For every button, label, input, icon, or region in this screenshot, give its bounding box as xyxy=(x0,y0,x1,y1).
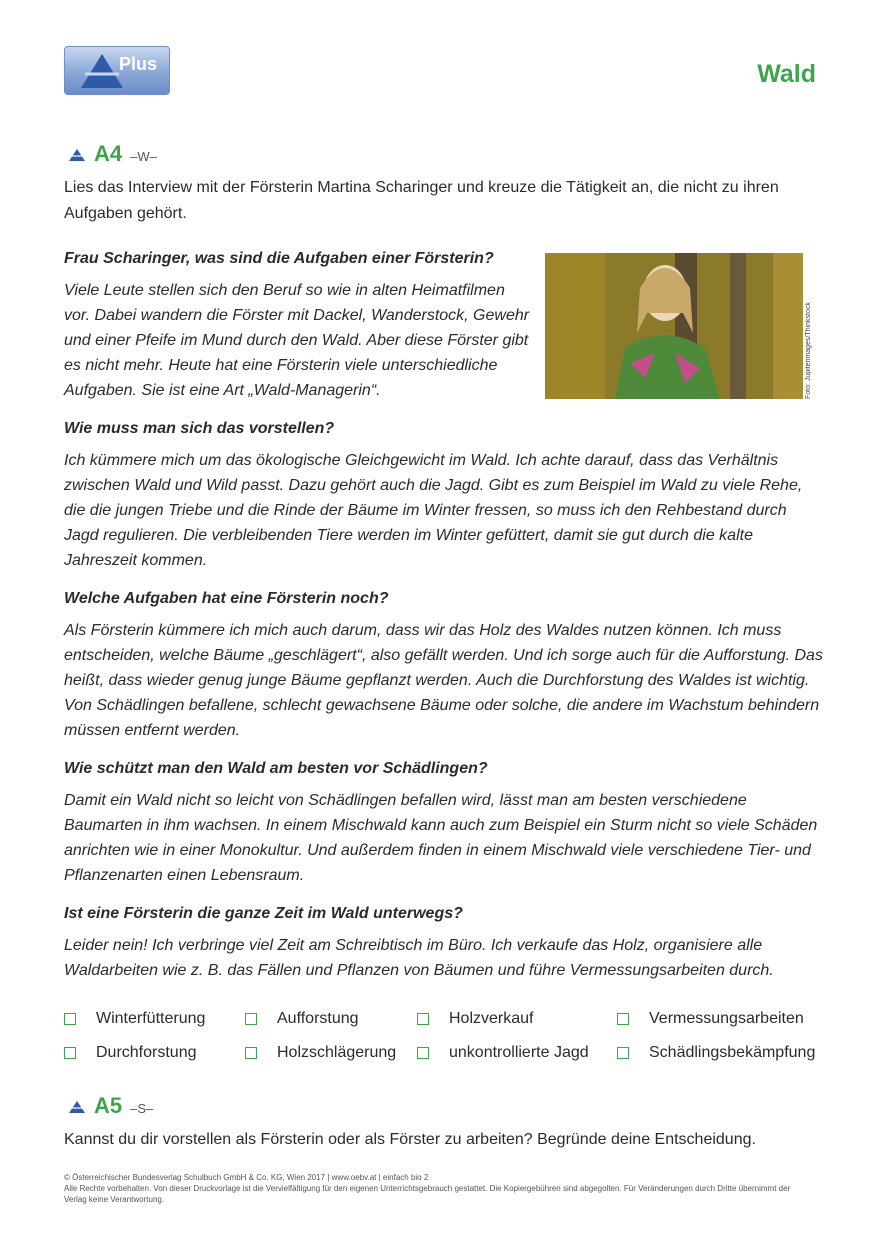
option-label: Holzverkauf xyxy=(449,1010,534,1027)
task-level: –W– xyxy=(130,149,157,164)
checkbox-icon[interactable] xyxy=(245,1013,257,1025)
task-level: –S– xyxy=(130,1101,154,1116)
photo-credit: Foto: Jupiterimages/Thinkstock xyxy=(805,302,812,399)
footer-rights: Alle Rechte vorbehalten. Von dieser Druckvorlage ist die Vervielfältigung für den eigenen Unterrichtsgebrauch gestattet. Die Kopiergebühren sind abgegolten. Für Veränderungen durch Dritte übernimmt der Verlag keine Verantwortung. xyxy=(64,1184,791,1204)
task-number: A4 xyxy=(94,141,123,166)
task-a5-heading xyxy=(68,1093,153,1121)
option-label: Aufforstung xyxy=(277,1010,359,1027)
triangle-marker-icon xyxy=(68,148,86,162)
logo-label: Plus xyxy=(119,54,158,74)
interview-question: Wie schützt man den Wald am besten vor Schädlingen? xyxy=(64,760,488,777)
answer-options xyxy=(64,1002,834,1070)
checkbox-icon[interactable] xyxy=(617,1013,629,1025)
checkbox-icon[interactable] xyxy=(245,1047,257,1059)
option-label: Durchforstung xyxy=(96,1044,197,1061)
interview-answer: Damit ein Wald nicht so leicht von Schädlingen befallen wird, lässt man am besten verschiedene Baumarten in ihm wachsen. In einem Mischwald kann auch zum Beispiel ein Sturm nicht so viele Schäden anrichten wie in einer Monokultur. Und außerdem finden in einem Mischwald viele verschiedene Tier- und Pflanzenarten einen Lebensraum. xyxy=(64,792,818,884)
checkbox-icon[interactable] xyxy=(64,1013,76,1025)
footer xyxy=(64,1172,804,1205)
checkbox-icon[interactable] xyxy=(64,1047,76,1059)
option-schaedlingsbekaempfung[interactable] xyxy=(617,1044,817,1062)
option-aufforstung[interactable] xyxy=(245,1010,417,1028)
option-winterfuetterung[interactable] xyxy=(64,1010,245,1028)
task-a4-heading xyxy=(68,141,157,169)
triangle-marker-icon xyxy=(68,1100,86,1114)
interview-question: Welche Aufgaben hat eine Försterin noch? xyxy=(64,590,389,607)
checkbox-icon[interactable] xyxy=(417,1047,429,1059)
interview-question: Frau Scharinger, was sind die Aufgaben einer Försterin? xyxy=(64,250,494,267)
interview-question: Wie muss man sich das vorstellen? xyxy=(64,420,335,437)
option-label: Holzschlägerung xyxy=(277,1044,397,1061)
option-vermessungsarbeiten[interactable] xyxy=(617,1010,817,1028)
interview-question: Ist eine Försterin die ganze Zeit im Wald unterwegs? xyxy=(64,905,463,922)
interview-answer: Viele Leute stellen sich den Beruf so wie in alten Heimatfilmen vor. Dabei wandern die Förster mit Dackel, Wanderstock, Gewehr und einer Pfeife im Mund durch den Wald. Aber diese Förster gibt es nicht mehr. Heute hat eine Försterin viele unterschiedliche Aufgaben. Sie ist eine Art „Wald-Managerin“. xyxy=(64,282,530,399)
option-label: Schädlingsbekämpfung xyxy=(649,1044,816,1061)
options-row xyxy=(64,1002,834,1036)
task-a4-instruction: Lies das Interview mit der Försterin Martina Scharinger und kreuze die Tätigkeit an, die nicht zu ihren Aufgaben gehört. xyxy=(64,179,779,222)
interview-answer: Ich kümmere mich um das ökologische Gleichgewicht im Wald. Ich achte darauf, dass das Verhältnis zwischen Wald und Wild passt. Dazu gehört auch die Jagd. Gibt es zum Beispiel im Wald zu viele Rehe, die die jungen Triebe und die Rinde der Bäume im Winter fressen, so muss ich den Rehbestand durch Jagd regulieren. Die verbleibenden Tiere werden im Winter gefüttert, damit sie gut durch die kalte Jahreszeit kommen. xyxy=(64,452,803,569)
interview-answer: Leider nein! Ich verbringe viel Zeit am Schreibtisch im Büro. Ich verkaufe das Holz, organisiere alle Waldarbeiten wie z. B. das Fällen und Pflanzen von Bäumen und führe Vermessungsarbeiten durch. xyxy=(64,937,774,979)
task-a5-instruction: Kannst du dir vorstellen als Försterin oder als Förster zu arbeiten? Begründe deine Entscheidung. xyxy=(64,1131,756,1148)
option-durchforstung[interactable] xyxy=(64,1044,245,1062)
option-unkontrollierte-jagd[interactable] xyxy=(417,1044,617,1062)
interview-text xyxy=(64,246,824,996)
option-label: Winterfütterung xyxy=(96,1010,206,1027)
option-holzschlaegerung[interactable] xyxy=(245,1044,417,1062)
checkbox-icon[interactable] xyxy=(617,1047,629,1059)
option-holzverkauf[interactable] xyxy=(417,1010,617,1028)
checkbox-icon[interactable] xyxy=(417,1013,429,1025)
plus-logo xyxy=(64,46,170,95)
option-label: unkontrollierte Jagd xyxy=(449,1044,589,1061)
options-row xyxy=(64,1036,834,1070)
page-title: Wald xyxy=(757,60,816,88)
task-number: A5 xyxy=(94,1093,123,1118)
footer-copyright: © Österreichischer Bundesverlag Schulbuch GmbH & Co. KG, Wien 2017 | www.oebv.at | einfach bio 2 xyxy=(64,1173,429,1182)
option-label: Vermessungsarbeiten xyxy=(649,1010,804,1027)
interview-answer: Als Försterin kümmere ich mich auch darum, dass wir das Holz des Waldes nutzen können. Ich muss entscheiden, welche Bäume „geschlägert“, also gefällt werden. Und ich sorge auch für die Aufforstung. Das heißt, dass wieder genug junge Bäume gepflanzt werden. Auch die Durchforstung des Waldes ist wichtig. Von Schädlingen befallene, schlecht gewachsene Bäume oder solche, die andere im Wachstum behindern müssen entfernt werden. xyxy=(64,622,823,739)
